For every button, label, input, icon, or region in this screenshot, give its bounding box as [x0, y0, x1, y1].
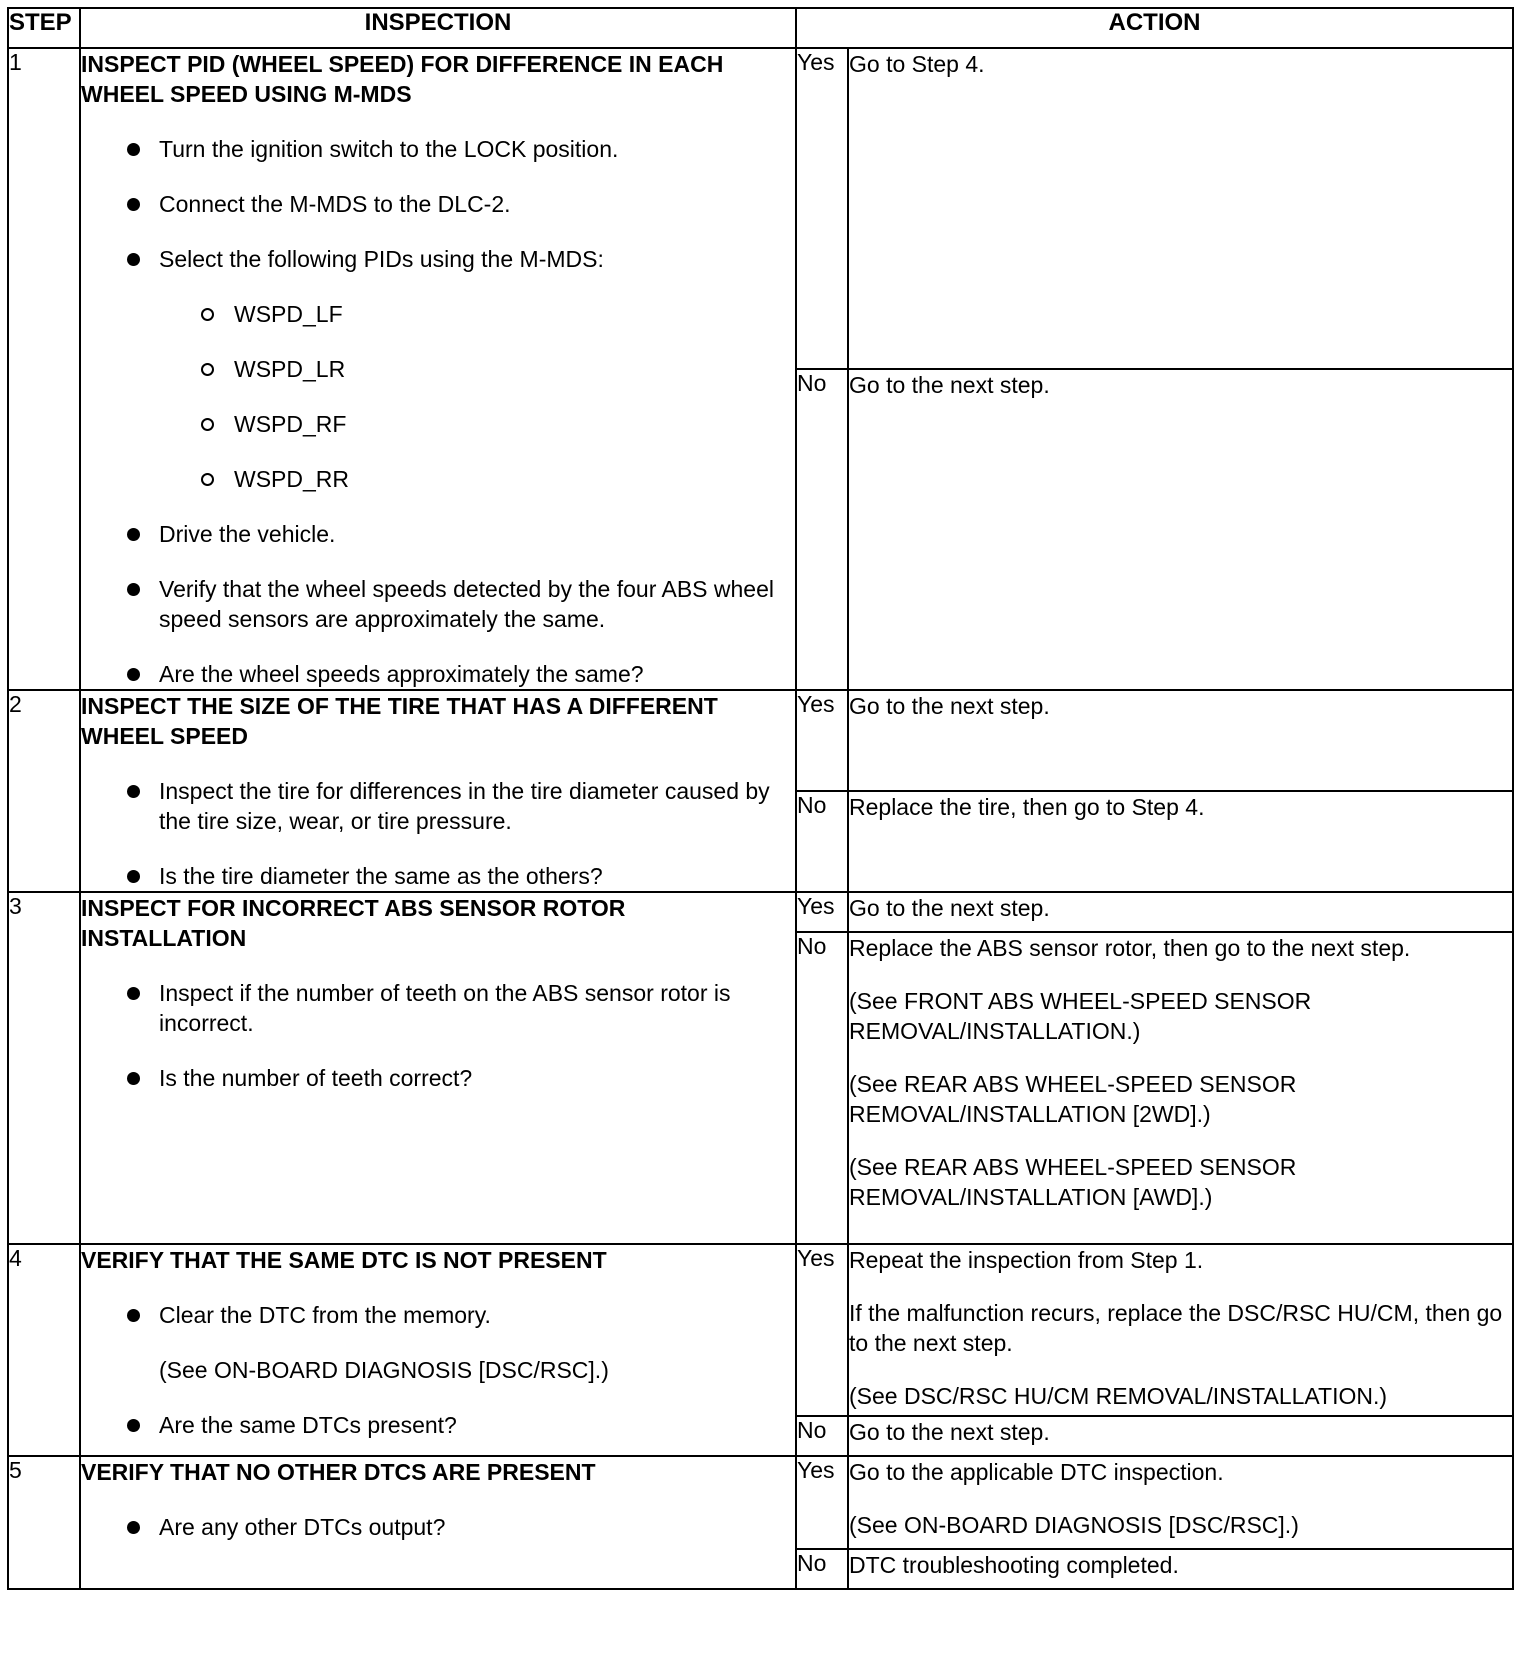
pid-item: WSPD_LF — [81, 299, 795, 329]
inspection-bullets — [81, 1512, 795, 1542]
no-action — [848, 932, 1513, 1244]
yes-action — [848, 1244, 1513, 1416]
step-title: VERIFY THAT THE SAME DTC IS NOT PRESENT — [81, 1247, 607, 1273]
bullet-item: Turn the ignition switch to the LOCK position. — [81, 134, 795, 164]
no-action — [848, 1549, 1513, 1589]
step-5-row — [8, 1456, 1513, 1549]
action-text: Replace the tire, then go to Step 4. — [849, 794, 1205, 820]
step-title: VERIFY THAT NO OTHER DTCS ARE PRESENT — [81, 1459, 596, 1485]
no-action — [848, 1416, 1513, 1456]
step-3-row — [8, 892, 1513, 932]
bullet-item: Inspect the tire for differences in the tire diameter caused by the tire size, wear, or tire pressure. — [81, 776, 795, 836]
yes-action — [848, 892, 1513, 932]
bullet-item: Verify that the wheel speeds detected by the four ABS wheel speed sensors are approximately the same. — [81, 574, 795, 634]
inspection-column-header: INSPECTION — [80, 8, 796, 48]
step-number: 1 — [8, 48, 80, 690]
step-column-header: STEP — [8, 8, 80, 48]
step-number: 2 — [8, 690, 80, 892]
step-number: 4 — [8, 1244, 80, 1456]
bullet-item: Drive the vehicle. — [81, 519, 795, 549]
yes-action — [848, 1456, 1513, 1549]
action-text: Go to the applicable DTC inspection. — [849, 1459, 1224, 1485]
action-text: Repeat the inspection from Step 1. — [849, 1247, 1204, 1273]
bullet-item: Are any other DTCs output? — [81, 1512, 795, 1542]
no-label: No — [796, 1416, 848, 1456]
step-title: INSPECT PID (WHEEL SPEED) FOR DIFFERENCE IN EACH WHEEL SPEED USING M-MDS — [81, 51, 724, 107]
yes-action — [848, 690, 1513, 791]
pid-item: WSPD_LR — [81, 354, 795, 384]
inspection-bullets — [81, 776, 795, 891]
inspection-bullets — [81, 519, 795, 689]
action-text: Go to the next step. — [849, 693, 1050, 719]
bullet-item: Are the same DTCs present? — [81, 1410, 795, 1440]
action-reference: (See FRONT ABS WHEEL-SPEED SENSOR REMOVAL/INSTALLATION.) — [849, 988, 1312, 1044]
bullet-reference: (See ON-BOARD DIAGNOSIS [DSC/RSC].) — [159, 1357, 609, 1383]
step-inspection — [80, 1244, 796, 1456]
action-text: Go to the next step. — [849, 372, 1050, 398]
action-text: Go to Step 4. — [849, 51, 985, 77]
inspection-bullets — [81, 134, 795, 274]
step-inspection — [80, 690, 796, 892]
action-column-header: ACTION — [796, 8, 1513, 48]
action-reference: (See REAR ABS WHEEL-SPEED SENSOR REMOVAL/INSTALLATION [2WD].) — [849, 1071, 1297, 1127]
yes-label: Yes — [796, 1456, 848, 1549]
step-title: INSPECT FOR INCORRECT ABS SENSOR ROTOR INSTALLATION — [81, 895, 626, 951]
yes-label: Yes — [796, 690, 848, 791]
bullet-item: Is the tire diameter the same as the others? — [81, 861, 795, 891]
no-label: No — [796, 369, 848, 690]
bullet-item: Select the following PIDs using the M-MDS: — [81, 244, 795, 274]
step-4-row — [8, 1244, 1513, 1416]
inspection-bullets — [81, 1300, 795, 1440]
action-text: DTC troubleshooting completed. — [849, 1552, 1179, 1578]
inspection-bullets — [81, 978, 795, 1093]
action-text: Go to the next step. — [849, 895, 1050, 921]
action-reference: (See DSC/RSC HU/CM REMOVAL/INSTALLATION.) — [849, 1383, 1388, 1409]
no-label: No — [796, 1549, 848, 1589]
action-text: Replace the ABS sensor rotor, then go to the next step. — [849, 935, 1411, 961]
yes-label: Yes — [796, 48, 848, 369]
action-reference: (See REAR ABS WHEEL-SPEED SENSOR REMOVAL/INSTALLATION [AWD].) — [849, 1154, 1297, 1210]
yes-label: Yes — [796, 1244, 848, 1416]
step-number: 3 — [8, 892, 80, 1244]
bullet-item: Is the number of teeth correct? — [81, 1063, 795, 1093]
bullet-item: Clear the DTC from the memory. — [81, 1300, 795, 1330]
step-inspection — [80, 48, 796, 690]
step-title: INSPECT THE SIZE OF THE TIRE THAT HAS A DIFFERENT WHEEL SPEED — [81, 693, 718, 749]
action-text: Go to the next step. — [849, 1419, 1050, 1445]
yes-label: Yes — [796, 892, 848, 932]
yes-action — [848, 48, 1513, 369]
action-reference: (See ON-BOARD DIAGNOSIS [DSC/RSC].) — [849, 1512, 1299, 1538]
no-label: No — [796, 791, 848, 892]
diagnostic-procedure-table — [7, 7, 1514, 1590]
step-inspection — [80, 892, 796, 1244]
no-action — [848, 369, 1513, 690]
no-label: No — [796, 932, 848, 1244]
bullet-item: Connect the M-MDS to the DLC-2. — [81, 189, 795, 219]
step-2-row — [8, 690, 1513, 791]
pid-list — [81, 299, 795, 494]
step-inspection — [80, 1456, 796, 1589]
pid-item: WSPD_RR — [81, 464, 795, 494]
action-text: If the malfunction recurs, replace the DSC/RSC HU/CM, then go to the next step. — [849, 1300, 1503, 1356]
no-action — [848, 791, 1513, 892]
bullet-item: Are the wheel speeds approximately the same? — [81, 659, 795, 689]
bullet-item: Inspect if the number of teeth on the ABS sensor rotor is incorrect. — [81, 978, 795, 1038]
pid-item: WSPD_RF — [81, 409, 795, 439]
step-1-row — [8, 48, 1513, 369]
step-number: 5 — [8, 1456, 80, 1589]
